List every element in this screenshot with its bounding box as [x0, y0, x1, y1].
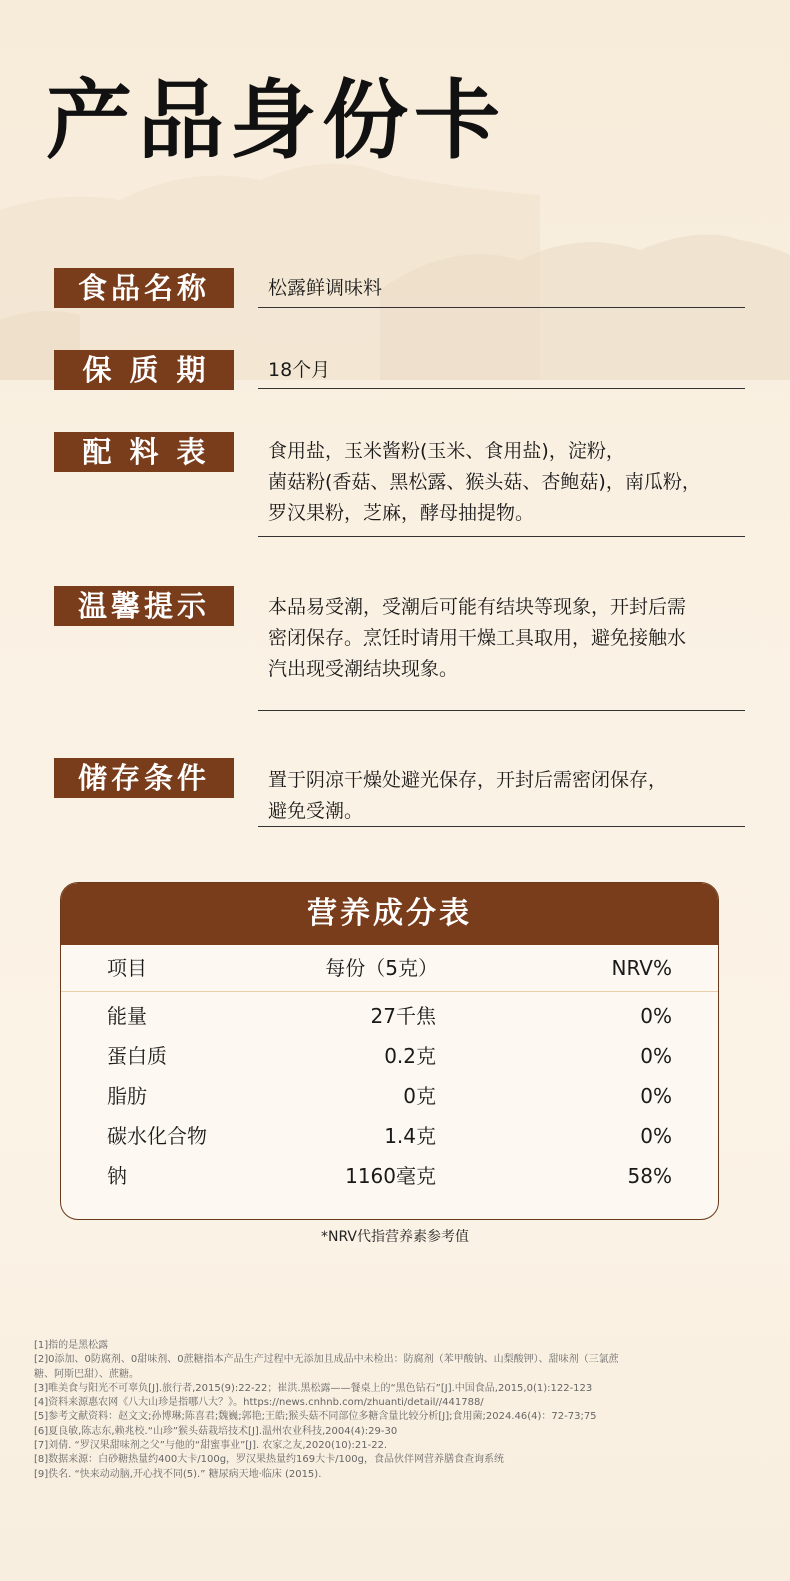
- field-label-shelf-life: 保质期: [54, 350, 234, 390]
- field-value-shelf-life: 18个月: [268, 359, 331, 381]
- nutrition-header-row: [61, 945, 718, 992]
- nutrient-name: 钠: [107, 1164, 127, 1188]
- nutrient-nrv: 0%: [640, 1124, 672, 1148]
- column-header-item: 项目: [107, 956, 147, 980]
- footnote: [4]资料来源惠农网《八大山珍是指哪八大？》。https://news.cnhnb.com/zhuanti/detail//441788/: [34, 1397, 484, 1409]
- nutrient-name: 脂肪: [107, 1084, 147, 1108]
- footnote: [7]刘倩. “罗汉果甜味剂之父”与他的“甜蜜事业”[J]. 农家之友,2020(10):21-22.: [34, 1440, 388, 1452]
- table-row: [61, 1036, 718, 1076]
- nutrient-nrv: 0%: [640, 1004, 672, 1028]
- table-row: [61, 1116, 718, 1156]
- nutrient-name: 碳水化合物: [107, 1124, 207, 1148]
- table-row: [61, 1076, 718, 1116]
- nutrient-amount: 0克: [403, 1084, 436, 1108]
- divider: [258, 826, 745, 827]
- nutrient-name: 能量: [107, 1004, 147, 1028]
- table-row: [61, 1156, 718, 1196]
- nutrient-amount: 1160毫克: [345, 1164, 436, 1188]
- field-label-storage: 储存条件: [54, 758, 234, 798]
- column-header-per-serving: 每份（5克）: [325, 956, 438, 980]
- footnote: [1]指的是黑松露: [34, 1340, 109, 1351]
- footnote: [8]数据来源：白砂糖热量约400大卡/100g，罗汉果热量约169大卡/100g，食品伙伴网营养膳食查询系统: [34, 1454, 504, 1466]
- footnote: [5]参考文献资料：赵文文;孙博琳;陈喜君;魏巍;郭艳;王皓;猴头菇不同部位多糖含量比较分析[J];食用菌;2024.46(4)：72-73;75: [34, 1411, 597, 1423]
- divider: [258, 388, 745, 389]
- footnote: 糖、阿斯巴甜）、蔗糖。: [34, 1368, 139, 1380]
- divider: [258, 307, 745, 308]
- field-value-tips: 本品易受潮，受潮后可能有结块等现象，开封后需 密闭保存。烹饪时请用干燥工具取用，避免接触水 汽出现受潮结块现象。: [268, 596, 687, 680]
- nutrient-amount: 0.2克: [384, 1044, 436, 1068]
- column-header-nrv: NRV%: [611, 956, 672, 980]
- field-label-food-name: 食品名称: [54, 268, 234, 308]
- nutrient-nrv: 58%: [627, 1164, 672, 1188]
- table-row: [61, 996, 718, 1036]
- field-value-storage: 置于阴凉干燥处避光保存，开封后需密闭保存， 避免受潮。: [268, 769, 668, 822]
- nrv-note: *NRV代指营养素参考值: [320, 1229, 469, 1245]
- nutrient-nrv: 0%: [640, 1044, 672, 1068]
- footnotes: [34, 1339, 754, 1482]
- footnote: [9]佚名. “快来动动脑,开心找不同(5).” 糖尿病天地·临床 (2015).: [34, 1468, 322, 1480]
- footnote: [3]唯美食与阳光不可辜负[J].旅行者,2015(9):22-22；崔洪.黑松露——餐桌上的“黑色钻石”[J].中国食品,2015,0(1):122-123: [34, 1382, 593, 1394]
- field-label-tips: 温馨提示: [54, 586, 234, 626]
- field-value-ingredients: 食用盐，玉米酱粉(玉米、食用盐)，淀粉， 菌菇粉(香菇、黑松露、猴头菇、杏鲍菇)，南瓜粉， 罗汉果粉，芝麻，酵母抽提物。: [268, 440, 701, 524]
- nutrient-name: 蛋白质: [107, 1044, 167, 1068]
- field-value-food-name: 松露鲜调味料: [268, 277, 383, 299]
- nutrition-table-title: 营养成分表: [61, 883, 718, 945]
- nutrient-amount: 27千焦: [370, 1004, 436, 1028]
- page-title: 产品身份卡: [46, 70, 506, 171]
- nutrition-table: [60, 882, 719, 1220]
- field-label-ingredients: 配料表: [54, 432, 234, 472]
- nutrient-nrv: 0%: [640, 1084, 672, 1108]
- divider: [258, 710, 745, 711]
- footnote: [2]0添加、0防腐剂、0甜味剂、0蔗糖指本产品生产过程中无添加且成品中未检出：防腐剂（苯甲酸钠、山梨酸钾）、甜味剂（三氯蔗: [34, 1354, 619, 1366]
- divider: [258, 536, 745, 537]
- nutrient-amount: 1.4克: [384, 1124, 436, 1148]
- footnote: [6]夏良敏,陈志东,赖兆校.“山珍”猴头菇栽培技术[J].温州农业科技,2004(4):29-30: [34, 1425, 398, 1437]
